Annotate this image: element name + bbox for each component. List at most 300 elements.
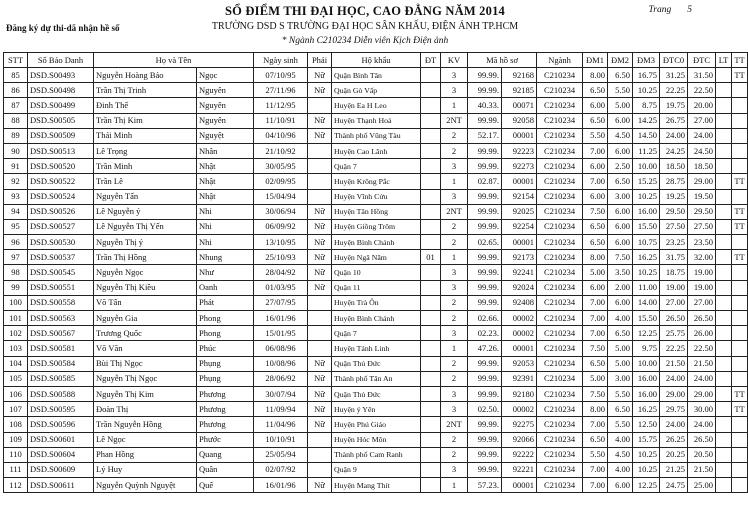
cell-gender (308, 159, 332, 174)
cell-residence: Quận 7 (332, 326, 421, 341)
cell-full-name: Trương Quốc (94, 326, 197, 341)
cell-total-raw: 24.75 (660, 478, 688, 493)
col-header: ĐTC0 (660, 53, 688, 68)
cell-score-2: 4.50 (608, 447, 633, 462)
cell-score-2: 6.50 (608, 174, 633, 189)
cell-priority-group (421, 417, 441, 432)
cell-stt: 89 (4, 128, 28, 143)
cell-lt (716, 204, 732, 219)
cell-total: 22.50 (688, 83, 716, 98)
cell-total-raw: 25.75 (660, 326, 688, 341)
cell-file-code: 92275 (502, 417, 537, 432)
cell-score-2: 2.00 (608, 280, 633, 295)
cell-total-raw: 31.75 (660, 250, 688, 265)
col-header: ĐM3 (633, 53, 660, 68)
cell-given-name: Phong (197, 326, 254, 341)
cell-total: 18.50 (688, 159, 716, 174)
cell-total-raw: 26.75 (660, 113, 688, 128)
cell-residence: Huyện Thạnh Hoá (332, 113, 421, 128)
cell-given-name: Phụng (197, 356, 254, 371)
cell-score-2: 6.00 (608, 113, 633, 128)
cell-score-2: 4.50 (608, 128, 633, 143)
cell-full-name: Lê Trọng (94, 143, 197, 158)
cell-total: 24.00 (688, 371, 716, 386)
cell-tt (732, 356, 748, 371)
cell-candidate-id: DSD.S00563 (28, 311, 94, 326)
cell-residence: Thành phố Cam Ranh (332, 447, 421, 462)
cell-file-code: 00071 (502, 98, 537, 113)
cell-score-1: 7.00 (583, 295, 608, 310)
cell-score-3: 16.25 (633, 402, 660, 417)
cell-file-code-prefix: 47.26. (468, 341, 502, 356)
cell-full-name: Trần Nguyễn Hồng (94, 417, 197, 432)
cell-stt: 111 (4, 462, 28, 477)
cell-stt: 86 (4, 83, 28, 98)
cell-total-raw: 22.25 (660, 83, 688, 98)
cell-candidate-id: DSD.S00609 (28, 462, 94, 477)
cell-file-code-prefix: 99.99. (468, 432, 502, 447)
cell-total: 27.00 (688, 295, 716, 310)
cell-score-3: 10.25 (633, 265, 660, 280)
cell-lt (716, 341, 732, 356)
cell-total: 27.50 (688, 219, 716, 234)
cell-major-code: C210234 (537, 447, 583, 462)
cell-total: 29.00 (688, 174, 716, 189)
cell-lt (716, 250, 732, 265)
cell-file-code-prefix: 02.87. (468, 174, 502, 189)
cell-gender: Nữ (308, 250, 332, 265)
cell-total: 26.50 (688, 311, 716, 326)
cell-score-1: 7.50 (583, 341, 608, 356)
cell-gender: Nữ (308, 68, 332, 83)
cell-score-2: 6.00 (608, 235, 633, 250)
cell-candidate-id: DSD.S00604 (28, 447, 94, 462)
cell-region: 1 (441, 98, 468, 113)
cell-score-2: 6.50 (608, 68, 633, 83)
cell-region: 2NT (441, 204, 468, 219)
cell-file-code: 00002 (502, 402, 537, 417)
major-line: * Ngành C210234 Diễn viên Kịch Điện ảnh (281, 36, 449, 46)
cell-file-code: 92025 (502, 204, 537, 219)
cell-score-1: 7.00 (583, 311, 608, 326)
table-row (4, 83, 748, 98)
table-row (4, 265, 748, 280)
cell-score-1: 7.00 (583, 143, 608, 158)
cell-given-name: Nhân (197, 143, 254, 158)
cell-tt (732, 326, 748, 341)
cell-score-2: 6.00 (608, 204, 633, 219)
cell-file-code-prefix: 52.17. (468, 128, 502, 143)
cell-priority-group (421, 280, 441, 295)
table-row (4, 159, 748, 174)
cell-given-name: Phước (197, 432, 254, 447)
cell-residence: Huyện Tân Hồng (332, 204, 421, 219)
cell-tt: TT (732, 68, 748, 83)
cell-priority-group (421, 432, 441, 447)
cell-birth-date: 28/06/92 (254, 371, 308, 386)
cell-major-code: C210234 (537, 219, 583, 234)
cell-tt (732, 143, 748, 158)
cell-score-3: 12.25 (633, 326, 660, 341)
score-table (3, 52, 748, 493)
col-header: Mã hồ sơ (468, 53, 537, 68)
cell-region: 1 (441, 250, 468, 265)
cell-birth-date: 07/10/95 (254, 68, 308, 83)
cell-gender: Nữ (308, 265, 332, 280)
cell-score-2: 4.00 (608, 462, 633, 477)
table-row (4, 386, 748, 401)
cell-lt (716, 326, 732, 341)
cell-birth-date: 01/03/95 (254, 280, 308, 295)
cell-stt: 93 (4, 189, 28, 204)
cell-full-name: Trần Thị Hồng (94, 250, 197, 265)
cell-stt: 96 (4, 235, 28, 250)
cell-full-name: Nguyễn Thị ý (94, 235, 197, 250)
cell-score-1: 6.50 (583, 113, 608, 128)
cell-score-2: 5.00 (608, 341, 633, 356)
cell-full-name: Nguyễn Quỳnh Nguyệt (94, 478, 197, 493)
cell-given-name: Nhật (197, 189, 254, 204)
cell-score-3: 10.00 (633, 159, 660, 174)
cell-priority-group (421, 83, 441, 98)
cell-priority-group (421, 447, 441, 462)
cell-score-2: 3.00 (608, 371, 633, 386)
cell-score-1: 6.50 (583, 83, 608, 98)
cell-birth-date: 25/10/93 (254, 250, 308, 265)
cell-file-code: 92273 (502, 159, 537, 174)
cell-total: 20.00 (688, 98, 716, 113)
cell-given-name: Nguyệt (197, 128, 254, 143)
cell-total-raw: 21.50 (660, 356, 688, 371)
cell-total: 20.50 (688, 447, 716, 462)
cell-full-name: Phan Hồng (94, 447, 197, 462)
cell-stt: 105 (4, 371, 28, 386)
cell-candidate-id: DSD.S00611 (28, 478, 94, 493)
cell-residence: Thành phố Vũng Tàu (332, 128, 421, 143)
cell-major-code: C210234 (537, 265, 583, 280)
cell-file-code: 92241 (502, 265, 537, 280)
cell-region: 3 (441, 402, 468, 417)
cell-stt: 85 (4, 68, 28, 83)
cell-given-name: Nguyên (197, 83, 254, 98)
cell-total-raw: 29.75 (660, 402, 688, 417)
cell-residence: Quận Gò Vấp (332, 83, 421, 98)
table-row (4, 189, 748, 204)
cell-tt: TT (732, 219, 748, 234)
cell-score-2: 6.00 (608, 295, 633, 310)
cell-gender (308, 189, 332, 204)
cell-birth-date: 10/08/96 (254, 356, 308, 371)
cell-total: 24.00 (688, 128, 716, 143)
cell-birth-date: 28/04/92 (254, 265, 308, 280)
cell-major-code: C210234 (537, 204, 583, 219)
cell-total-raw: 28.75 (660, 174, 688, 189)
cell-lt (716, 143, 732, 158)
cell-region: 2NT (441, 113, 468, 128)
table-row (4, 447, 748, 462)
cell-lt (716, 447, 732, 462)
cell-full-name: Nguyễn Thị Kim (94, 386, 197, 401)
cell-file-code: 92180 (502, 386, 537, 401)
cell-stt: 108 (4, 417, 28, 432)
cell-major-code: C210234 (537, 280, 583, 295)
cell-major-code: C210234 (537, 159, 583, 174)
cell-file-code: 00001 (502, 174, 537, 189)
cell-score-2: 6.50 (608, 326, 633, 341)
cell-score-3: 10.25 (633, 83, 660, 98)
cell-lt (716, 356, 732, 371)
table-row (4, 143, 748, 158)
cell-total-raw: 22.25 (660, 341, 688, 356)
table-row (4, 219, 748, 234)
cell-total: 26.00 (688, 326, 716, 341)
cell-stt: 109 (4, 432, 28, 447)
cell-file-code: 92222 (502, 447, 537, 462)
cell-priority-group (421, 98, 441, 113)
cell-candidate-id: DSD.S00505 (28, 113, 94, 128)
cell-score-2: 3.50 (608, 265, 633, 280)
cell-file-code-prefix: 99.99. (468, 356, 502, 371)
cell-residence: Huyện Bình Chánh (332, 235, 421, 250)
cell-total: 26.50 (688, 432, 716, 447)
cell-region: 2 (441, 311, 468, 326)
cell-given-name: Nhung (197, 250, 254, 265)
table-row (4, 402, 748, 417)
cell-score-2: 6.00 (608, 143, 633, 158)
cell-score-3: 15.75 (633, 432, 660, 447)
cell-candidate-id: DSD.S00551 (28, 280, 94, 295)
cell-total-raw: 24.00 (660, 371, 688, 386)
cell-score-2: 5.50 (608, 83, 633, 98)
table-row (4, 371, 748, 386)
col-header: TT (732, 53, 748, 68)
cell-candidate-id: DSD.S00499 (28, 98, 94, 113)
cell-stt: 101 (4, 311, 28, 326)
col-header: Phái (308, 53, 332, 68)
col-header: LT (716, 53, 732, 68)
cell-total: 32.00 (688, 250, 716, 265)
cell-file-code: 92185 (502, 83, 537, 98)
cell-score-2: 5.00 (608, 98, 633, 113)
cell-given-name: Phương (197, 417, 254, 432)
cell-candidate-id: DSD.S00545 (28, 265, 94, 280)
cell-file-code-prefix: 99.99. (468, 280, 502, 295)
cell-birth-date: 02/07/92 (254, 462, 308, 477)
cell-priority-group (421, 402, 441, 417)
cell-gender (308, 295, 332, 310)
cell-score-1: 7.50 (583, 204, 608, 219)
cell-given-name: Phong (197, 311, 254, 326)
cell-given-name: Phát (197, 295, 254, 310)
cell-file-code-prefix: 99.99. (468, 159, 502, 174)
cell-tt (732, 341, 748, 356)
cell-given-name: Nhi (197, 204, 254, 219)
cell-score-3: 11.00 (633, 280, 660, 295)
cell-score-1: 7.00 (583, 462, 608, 477)
cell-candidate-id: DSD.S00509 (28, 128, 94, 143)
cell-major-code: C210234 (537, 113, 583, 128)
cell-given-name: Phương (197, 402, 254, 417)
cell-residence: Quận Thủ Đức (332, 386, 421, 401)
cell-residence: Quận Thủ Đức (332, 356, 421, 371)
cell-region: 3 (441, 159, 468, 174)
cell-residence: Quận 11 (332, 280, 421, 295)
page-number: 5 (687, 5, 692, 15)
cell-gender: Nữ (308, 235, 332, 250)
cell-birth-date: 30/05/95 (254, 159, 308, 174)
cell-major-code: C210234 (537, 341, 583, 356)
cell-priority-group (421, 68, 441, 83)
cell-file-code: 92154 (502, 189, 537, 204)
cell-region: 3 (441, 189, 468, 204)
cell-score-3: 15.50 (633, 219, 660, 234)
table-row (4, 174, 748, 189)
cell-file-code: 92024 (502, 280, 537, 295)
cell-score-3: 12.50 (633, 417, 660, 432)
cell-total: 21.50 (688, 462, 716, 477)
cell-file-code-prefix: 99.99. (468, 143, 502, 158)
cell-candidate-id: DSD.S00526 (28, 204, 94, 219)
cell-file-code: 92066 (502, 432, 537, 447)
cell-file-code-prefix: 02.50. (468, 402, 502, 417)
cell-birth-date: 16/01/96 (254, 311, 308, 326)
table-row (4, 356, 748, 371)
cell-full-name: Nguyễn Gia (94, 311, 197, 326)
cell-priority-group (421, 371, 441, 386)
table-row (4, 280, 748, 295)
cell-birth-date: 13/10/95 (254, 235, 308, 250)
cell-priority-group (421, 235, 441, 250)
cell-given-name: Quân (197, 462, 254, 477)
cell-birth-date: 30/07/94 (254, 386, 308, 401)
cell-total: 19.00 (688, 280, 716, 295)
cell-score-3: 14.25 (633, 113, 660, 128)
cell-priority-group (421, 219, 441, 234)
cell-score-1: 8.00 (583, 68, 608, 83)
cell-file-code-prefix: 99.99. (468, 250, 502, 265)
cell-score-2: 2.50 (608, 159, 633, 174)
cell-file-code: 00002 (502, 311, 537, 326)
cell-score-3: 14.00 (633, 295, 660, 310)
cell-total-raw: 19.75 (660, 98, 688, 113)
cell-priority-group (421, 478, 441, 493)
cell-candidate-id: DSD.S00522 (28, 174, 94, 189)
cell-given-name: Oanh (197, 280, 254, 295)
cell-priority-group (421, 341, 441, 356)
table-header-row (4, 53, 748, 68)
cell-gender: Nữ (308, 356, 332, 371)
cell-major-code: C210234 (537, 98, 583, 113)
cell-region: 2NT (441, 417, 468, 432)
cell-stt: 103 (4, 341, 28, 356)
cell-lt (716, 311, 732, 326)
cell-gender: Nữ (308, 371, 332, 386)
cell-total: 25.00 (688, 478, 716, 493)
table-row (4, 341, 748, 356)
cell-score-2: 4.00 (608, 311, 633, 326)
cell-stt: 91 (4, 159, 28, 174)
cell-tt (732, 128, 748, 143)
cell-stt: 97 (4, 250, 28, 265)
cell-major-code: C210234 (537, 189, 583, 204)
cell-file-code-prefix: 99.99. (468, 386, 502, 401)
cell-score-3: 16.00 (633, 204, 660, 219)
cell-tt (732, 235, 748, 250)
cell-tt: TT (732, 204, 748, 219)
cell-stt: 87 (4, 98, 28, 113)
cell-tt (732, 462, 748, 477)
cell-region: 2 (441, 447, 468, 462)
cell-total: 23.50 (688, 235, 716, 250)
col-header: ĐM2 (608, 53, 633, 68)
col-header: ĐM1 (583, 53, 608, 68)
cell-score-1: 7.00 (583, 326, 608, 341)
cell-tt (732, 478, 748, 493)
col-header: Hộ khẩu (332, 53, 421, 68)
cell-lt (716, 417, 732, 432)
cell-total-raw: 26.50 (660, 311, 688, 326)
cell-tt (732, 159, 748, 174)
cell-total-raw: 29.00 (660, 386, 688, 401)
cell-gender (308, 326, 332, 341)
cell-total-raw: 21.25 (660, 462, 688, 477)
cell-tt (732, 98, 748, 113)
cell-gender (308, 462, 332, 477)
cell-birth-date: 21/10/92 (254, 143, 308, 158)
cell-total: 29.50 (688, 204, 716, 219)
cell-score-3: 10.00 (633, 356, 660, 371)
col-header: STT (4, 53, 28, 68)
cell-lt (716, 174, 732, 189)
cell-total: 29.00 (688, 386, 716, 401)
table-row (4, 295, 748, 310)
cell-region: 3 (441, 68, 468, 83)
cell-score-1: 6.00 (583, 280, 608, 295)
cell-file-code: 92254 (502, 219, 537, 234)
cell-candidate-id: DSD.S00537 (28, 250, 94, 265)
cell-region: 2 (441, 371, 468, 386)
cell-stt: 94 (4, 204, 28, 219)
cell-stt: 88 (4, 113, 28, 128)
cell-region: 1 (441, 341, 468, 356)
cell-region: 1 (441, 478, 468, 493)
cell-score-1: 7.00 (583, 174, 608, 189)
cell-gender: Nữ (308, 386, 332, 401)
cell-score-3: 16.25 (633, 250, 660, 265)
cell-score-2: 4.00 (608, 432, 633, 447)
cell-score-3: 11.25 (633, 143, 660, 158)
cell-given-name: Phụng (197, 371, 254, 386)
cell-region: 3 (441, 83, 468, 98)
cell-gender: Nữ (308, 204, 332, 219)
cell-stt: 95 (4, 219, 28, 234)
cell-region: 2 (441, 295, 468, 310)
cell-given-name: Quang (197, 447, 254, 462)
cell-tt (732, 311, 748, 326)
cell-total-raw: 19.00 (660, 280, 688, 295)
cell-birth-date: 30/06/94 (254, 204, 308, 219)
cell-full-name: Thái Minh (94, 128, 197, 143)
cell-candidate-id: DSD.S00498 (28, 83, 94, 98)
cell-tt: TT (732, 250, 748, 265)
cell-score-1: 6.00 (583, 159, 608, 174)
cell-score-3: 10.25 (633, 462, 660, 477)
table-row (4, 113, 748, 128)
cell-gender: Nữ (308, 83, 332, 98)
cell-stt: 106 (4, 386, 28, 401)
cell-lt (716, 219, 732, 234)
table-row (4, 462, 748, 477)
